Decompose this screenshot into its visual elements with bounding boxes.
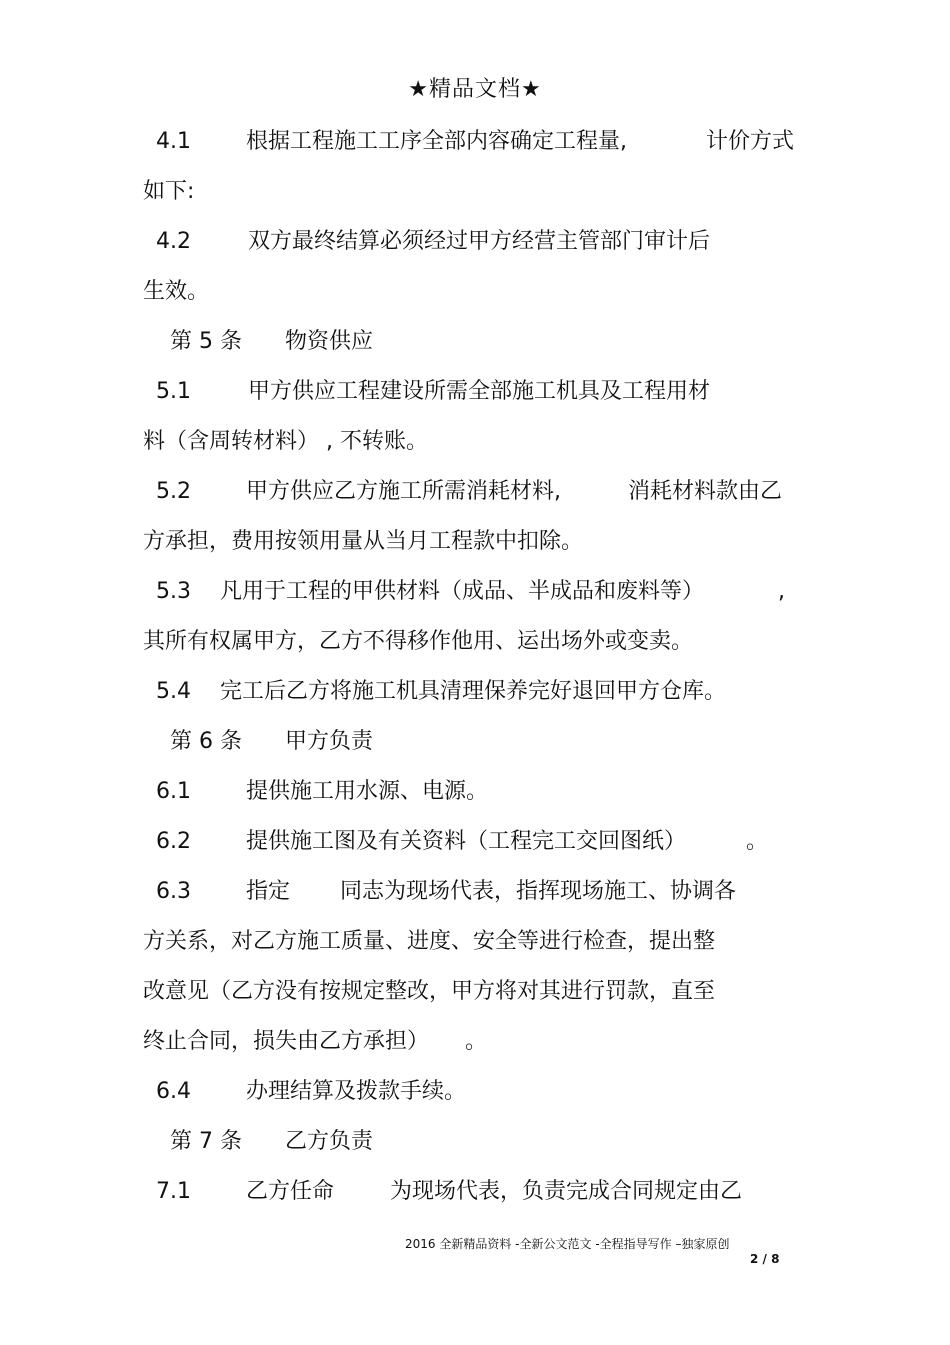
clause-number: 6.4 <box>156 1079 191 1104</box>
clause-text: 计价方式 <box>706 129 795 154</box>
clause-text: 。 <box>465 1029 488 1054</box>
clause-number: 4.1 <box>156 129 191 154</box>
clause-number: 第 7 条 <box>170 1129 242 1154</box>
clause-text: 办理结算及拨款手续。 <box>246 1079 467 1104</box>
clause-number: 5.1 <box>156 379 191 404</box>
clause-text: 提供施工用水源、电源。 <box>246 779 489 804</box>
clause-text: 甲方供应工程建设所需全部施工机具及工程用材 <box>248 379 711 404</box>
clause-text: 甲方负责 <box>285 729 374 754</box>
clause-text: 提供施工图及有关资料（工程完工交回图纸） <box>246 829 687 854</box>
clause-text: 指定 <box>246 879 291 904</box>
clause-text: 方关系，对乙方施工质量、进度、安全等进行检查，提出整 <box>143 929 716 954</box>
clause-number: 第 6 条 <box>170 729 242 754</box>
clause-text: 双方最终结算必须经过甲方经营主管部门审计后 <box>248 229 711 254</box>
clause-text: 甲方供应乙方施工所需消耗材料, <box>246 479 561 504</box>
clause-number: 6.1 <box>156 779 191 804</box>
page-footer: 2016 全新精品资料 -全新公文范文 -全程指导写作 –独家原创 <box>405 1237 730 1251</box>
clause-text: 改意见（乙方没有按规定整改，甲方将对其进行罚款，直至 <box>143 979 716 1004</box>
clause-text: 凡用于工程的甲供材料（成品、半成品和废料等） <box>220 579 705 604</box>
clause-text: 方承担，费用按领用量从当月工程款中扣除。 <box>143 529 584 554</box>
clause-text: 消耗材料款由乙 <box>628 479 783 504</box>
clause-text: 料（含周转材料） , 不转账。 <box>143 429 428 454</box>
clause-number: 5.2 <box>156 479 191 504</box>
clause-text: 如下: <box>143 179 195 204</box>
clause-text: 物资供应 <box>285 329 374 354</box>
clause-number: 6.2 <box>156 829 191 854</box>
page-number: 2 / 8 <box>750 1252 780 1266</box>
page-header: ★精品文档★ <box>408 77 542 102</box>
clause-text: 乙方负责 <box>285 1129 374 1154</box>
clause-number: 6.3 <box>156 879 191 904</box>
clause-number: 5.4 <box>156 679 191 704</box>
clause-text: , <box>778 579 785 604</box>
clause-text: 完工后乙方将施工机具清理保养完好退回甲方仓库。 <box>220 679 727 704</box>
clause-text: 根据工程施工工序全部内容确定工程量, <box>246 129 627 154</box>
clause-number: 第 5 条 <box>170 329 242 354</box>
clause-text: 为现场代表，负责完成合同规定由乙 <box>390 1179 743 1204</box>
clause-text: 同志为现场代表，指挥现场施工、协调各 <box>340 879 737 904</box>
clause-text: 乙方任命 <box>246 1179 335 1204</box>
clause-number: 终止合同，损失由乙方承担） <box>143 1029 430 1054</box>
clause-text: 。 <box>746 829 769 854</box>
clause-number: 7.1 <box>156 1179 191 1204</box>
clause-number: 5.3 <box>156 579 191 604</box>
clause-text: 其所有权属甲方，乙方不得移作他用、运出场外或变卖。 <box>143 629 694 654</box>
clause-number: 4.2 <box>156 229 191 254</box>
clause-text: 生效。 <box>143 279 210 304</box>
